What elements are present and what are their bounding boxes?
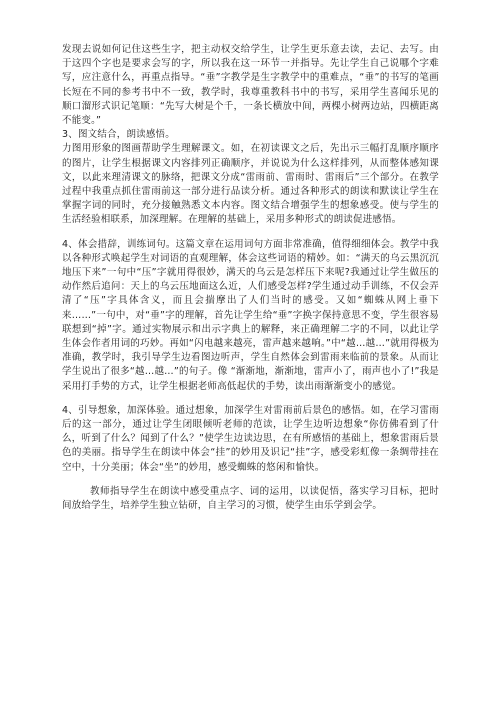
paragraph-literacy-method: 发现去说如何记住这些生字，把主动权交给学生，让学生更乐意去读，去记、去写。由于这四个字也是要求会写的字，所以我在这一环节一并指导。先让学生自己说哪个字难写，应注意什么，再重点指导。“垂”字教学是生字教学中的重难点，“垂”的书写的笔画长短在不同的参考书中不一致，教学时，我尊重教科书中的书写，采用学生喜闻乐见的顺口溜形式识记笔顺：“先写大树是个千，一条长横放中间，两棵小树两边站，四横距离不能变。”	[62, 44, 439, 127]
paragraph-gap	[62, 475, 439, 485]
paragraph-gap	[62, 394, 439, 404]
paragraph-teaching-summary: 教师指导学生在朗读中感受重点字、词的运用，以读促悟，落实学习目标，把时间放给学生，培养学生独立钻研，自主学习的习惯，使学生由乐学到会学。	[62, 485, 439, 512]
heading-image-text-reading: 3、图文结合，朗读感悟。	[62, 129, 175, 141]
document-body	[62, 43, 439, 513]
paragraph-imagination-guidance: 4、引导想象，加深体验。通过想象，加深学生对雷雨前后景色的感悟。如，在学习雷雨后的这一部分，通过让学生闭眼倾听老师的范读，让学生边听边想象“你仿佛看到了什么，听到了什么？闻到了什么？”使学生边读边思，在有所感悟的基础上，想象雷雨后景色的美丽。指导学生在朗读中体会“挂”的妙用及识记“挂”字，感受彩虹像一条绸带挂在空中，十分美丽；体会“坐”的妙用，感受蜘蛛的悠闲和愉快。	[62, 404, 439, 473]
paragraph-gap	[62, 228, 439, 238]
paragraph-word-training: 4、体会措辞，训练词句。这篇文章在运用词句方面非常准确，值得细细体会。教学中我以各种形式唤起学生对词语的直观理解，体会这些词语的精妙。如：“满天的乌云黑沉沉地压下来”一句中“压”字就用得很妙，满天的乌云是怎样压下来呢?我通过让学生做压的动作然后追问：天上的乌云压地面这么近，人们感受怎样?学生通过动手训练，不仅会弄清了“压”字具体含义，而且会揣摩出了人们当时的感受。又如“蜘蛛从网上垂下来……”一句中，对“垂”字的理解，首先让学生给“垂”字换字保持意思不变，学生很容易联想到“掉”字。通过实物展示和出示字典上的解释，来正确理解二字的不同，以此让学生体会作者用词的巧妙。再如“闪电越来越亮，雷声越来越响。”中“越…越…”就用得极为准确，教学时，我引导学生边看图边听声，学生自然体会到雷雨来临前的景象。从而让学生说出了很多“越…越…”的句子。像 “渐渐地，渐渐地，雷声小了，雨声也小了!”我是采用打手势的方式，让学生根据老师高低起伏的手势，读出雨渐渐变小的感觉。	[62, 238, 439, 392]
paragraph-image-text-reading: 力图用形象的图画帮助学生理解课文。如，在初读课文之后，先出示三幅打乱顺序顺序的图片，让学生根据课文内容排列正确顺序，并说说为什么这样排列，从而整体感知课文，以此来理清课文的脉络，把课文分成“雷雨前、雷雨时、雷雨后”三个部分。在教学过程中我重点抓住雷雨前这一部分进行品读分析。通过各种形式的朗读和默读让学生在掌握字词的同时，充分接触熟悉文本内容。图文结合增强学生的想象感受。使与学生的生活经验相联系，加深理解。在理解的基础上，采用多种形式的朗读促进感悟。	[62, 143, 439, 226]
